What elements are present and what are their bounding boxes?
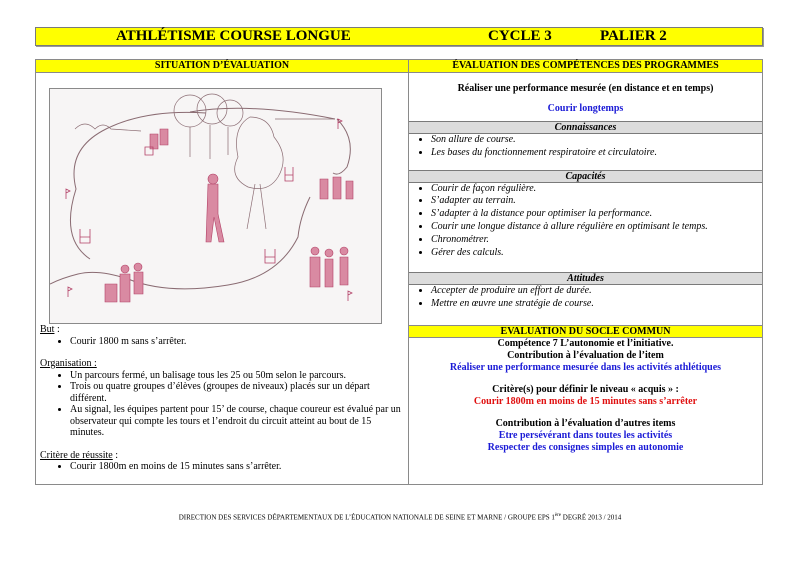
critere-label: Critère de réussite [40, 449, 113, 461]
footer [0, 513, 800, 521]
illustration-svg [50, 89, 381, 323]
socle-autres-label: Contribution à l’évaluation d’autres items [495, 417, 676, 429]
socle-header: EVALUATION DU SOCLE COMMUN [409, 325, 762, 338]
list-item: • Gérer des calculs. [431, 247, 762, 260]
evaluation-table [35, 59, 763, 485]
title-activity: ATHLÉTISME COURSE LONGUE [116, 28, 351, 44]
critere-section: Critère de réussite : [40, 449, 119, 461]
organisation-label: Organisation [40, 358, 94, 369]
header-situation: SITUATION D’ÉVALUATION [36, 60, 408, 73]
socle-item: Réaliser une performance mesurée dans les activités athlétiques [449, 361, 722, 373]
capacites-header: Capacités [409, 170, 762, 183]
list-item: • Courir 1800m en moins de 15 minutes sans s’arrêter. [70, 461, 404, 473]
socle-critere: Courir 1800m en moins de 15 minutes sans s’arrêter [473, 395, 698, 407]
list-item: • Courir une longue distance à allure régulière en optimisant le temps. [431, 221, 762, 234]
objective-text: Réaliser une performance mesurée (en distance et en temps) [457, 83, 714, 94]
footer-tail: DEGRÉ 2013 / 2014 [561, 513, 622, 522]
runners [105, 129, 353, 302]
footer-sup: ère [554, 513, 562, 518]
capacites-list [409, 183, 762, 273]
critere-list [40, 461, 404, 473]
organisation-section: Organisation : [40, 358, 97, 369]
list-item: • Au signal, les équipes partent pour 15’ de course, chaque coureur est évalué par un observateur qui compte les tours et l’endroit du circuit atteint au bout de 15 minutes. [70, 404, 404, 439]
but-list [40, 336, 404, 348]
attitudes-list [409, 285, 762, 325]
but-section: But : [40, 324, 60, 335]
circuit-path [50, 108, 350, 289]
header-competences: ÉVALUATION DES COMPÉTENCES DES PROGRAMMES [409, 60, 762, 73]
but-label: But [40, 324, 55, 335]
organisation-list [40, 370, 404, 439]
footer-text: DIRECTION DES SERVICES DÉPARTEMENTAUX DE L’ÉDUCATION NATIONALE DE SEINE ET MARNE / GROUPE EPS 1 [178, 513, 555, 522]
list-item: • Trois ou quatre groupes d’élèves (groupes de niveaux) placés sur un départ différent. [70, 381, 404, 404]
socle-autre-item: Respecter des consignes simples en autonomie [487, 441, 684, 453]
list-item: • Un parcours fermé, un balisage tous les 25 ou 50m selon le parcours. [70, 370, 404, 382]
list-item: • S’adapter au terrain. [431, 195, 762, 208]
list-item: • Accepter de produire un effort de durée. [431, 285, 762, 298]
list-item: • Courir 1800 m sans s’arrêter. [70, 336, 404, 348]
course-illustration [49, 88, 382, 324]
list-item: • S’adapter à la distance pour optimiser la performance. [431, 208, 762, 221]
title-palier: PALIER 2 [600, 28, 667, 44]
list-item: • Les bases du fonctionnement respiratoire et circulatoire. [431, 147, 762, 160]
activity-text: Courir longtemps [547, 103, 624, 114]
socle-competence: Compétence 7 L’autonomie et l’initiative. [497, 337, 674, 349]
socle-contribution: Contribution à l’évaluation de l’item [507, 349, 664, 361]
list-item: • Mettre en œuvre une stratégie de course. [431, 298, 762, 311]
socle-critere-label: Critère(s) pour définir le niveau « acquis » : [492, 383, 679, 395]
title-bar [35, 27, 763, 46]
list-item: • Son allure de course. [431, 134, 762, 147]
list-item: • Chronométrer. [431, 234, 762, 247]
title-cycle: CYCLE 3 [488, 28, 552, 44]
connaissances-header: Connaissances [409, 121, 762, 134]
situation-text [40, 324, 404, 473]
background-trees [75, 94, 335, 229]
socle-autre-item: Etre persévérant dans toutes les activités [498, 429, 673, 441]
connaissances-list [409, 134, 762, 170]
competences-column [409, 73, 762, 454]
attitudes-header: Attitudes [409, 272, 762, 285]
list-item: • Courir de façon régulière. [431, 183, 762, 196]
